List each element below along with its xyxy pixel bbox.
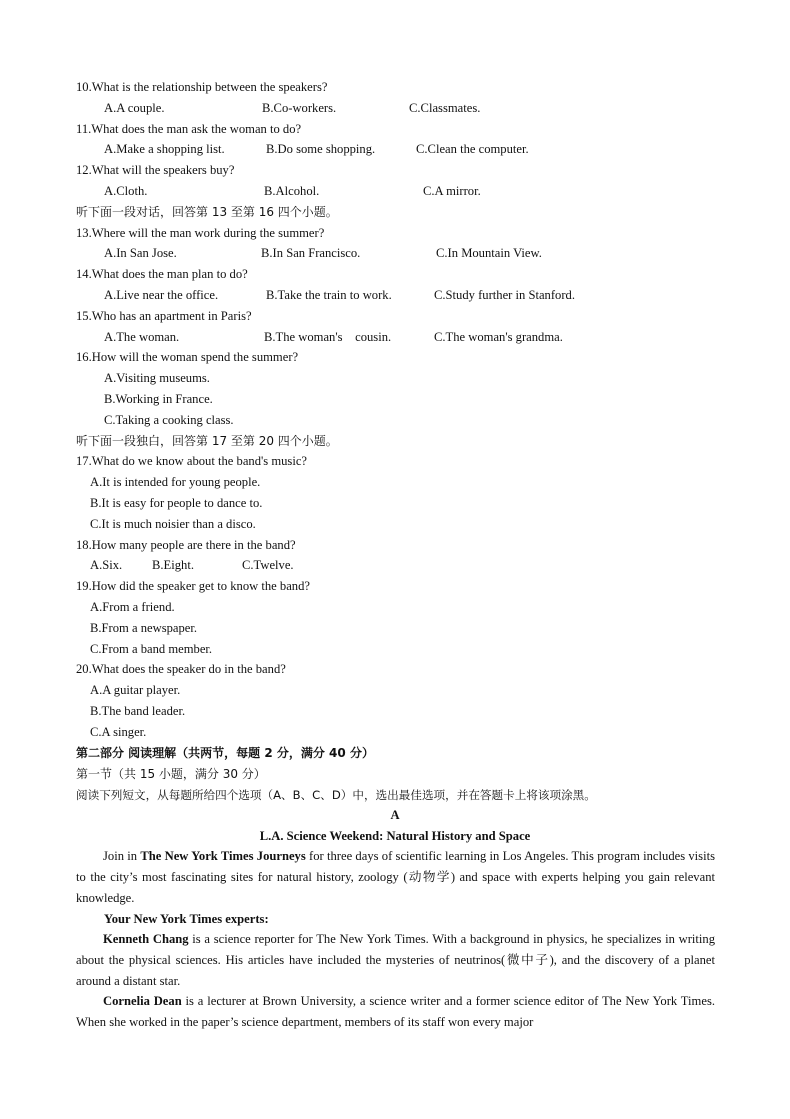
question-18: 18.How many people are there in the band?	[76, 538, 296, 552]
p3-text: is a lecturer at Brown University, a science writer and a former science editor of The New York Times. When she worked in the paper’s science department, members of its staff won every major	[76, 994, 715, 1029]
q14-option-a: A.Live near the office.	[104, 288, 219, 302]
section-1-heading: 第一节（共 15 小题，满分 30 分）	[76, 767, 266, 781]
q17-option-a: A.It is intended for young people.	[90, 475, 261, 489]
listening-directions-2: 听下面一段独白，回答第 17 至第 20 四个小题。	[76, 434, 338, 448]
q17-option-c: C.It is much noisier than a disco.	[90, 517, 256, 531]
reading-directions: 阅读下列短文，从每题所给四个选项（A、B、C、D）中，选出最佳选项，并在答题卡上将该项涂黑。	[76, 788, 596, 802]
q12-option-b: B.Alcohol.	[264, 184, 320, 198]
question-19: 19.How did the speaker get to know the band?	[76, 579, 310, 593]
q14-option-b: B.Take the train to work.	[266, 288, 392, 302]
q18-option-b: B.Eight.	[152, 558, 194, 572]
question-15: 15.Who has an apartment in Paris?	[76, 309, 252, 323]
p1-rest: for three days of scientific learning in Los Angeles. This program includes visits to the city’s most fascinating sites for natural history, zoology (动物学) and space with experts helping you gain relevant knowledge.	[76, 849, 715, 905]
q15-option-b: B.The woman's cousin.	[264, 330, 392, 344]
experts-heading: Your New York Times experts:	[104, 912, 269, 926]
question-11: 11.What does the man ask the woman to do?	[76, 122, 302, 136]
q13-option-c: C.In Mountain View.	[436, 246, 542, 260]
question-17: 17.What do we know about the band's music?	[76, 454, 308, 468]
question-16: 16.How will the woman spend the summer?	[76, 350, 299, 364]
q18-option-c: C.Twelve.	[242, 558, 294, 572]
q11-option-a: A.Make a shopping list.	[104, 142, 225, 156]
q11-option-b: B.Do some shopping.	[266, 142, 376, 156]
passage-letter: A	[390, 808, 400, 822]
p1-lead: Join in	[103, 849, 141, 863]
q16-option-a: A.Visiting museums.	[104, 371, 210, 385]
q20-option-b: B.The band leader.	[90, 704, 186, 718]
q10-option-b: B.Co-workers.	[262, 101, 337, 115]
part-2-heading: 第二部分 阅读理解（共两节，每题 2 分，满分 40 分）	[76, 746, 374, 760]
q15-option-c: C.The woman's grandma.	[434, 330, 563, 344]
p2-name: Kenneth Chang	[103, 932, 189, 946]
question-13: 13.Where will the man work during the summer?	[76, 226, 325, 240]
q12-option-a: A.Cloth.	[104, 184, 148, 198]
passage-title: L.A. Science Weekend: Natural History and Space	[259, 829, 531, 843]
q19-option-b: B.From a newspaper.	[90, 621, 198, 635]
q13-option-a: A.In San Jose.	[104, 246, 177, 260]
q20-option-c: C.A singer.	[90, 725, 147, 739]
q13-option-b: B.In San Francisco.	[261, 246, 361, 260]
passage-paragraph-2	[76, 929, 715, 991]
question-12: 12.What will the speakers buy?	[76, 163, 235, 177]
question-14: 14.What does the man plan to do?	[76, 267, 248, 281]
q18-option-a: A.Six.	[90, 558, 123, 572]
q16-option-b: B.Working in France.	[104, 392, 213, 406]
q19-option-c: C.From a band member.	[90, 642, 213, 656]
q15-option-a: A.The woman.	[104, 330, 180, 344]
q19-option-a: A.From a friend.	[90, 600, 175, 614]
q16-option-c: C.Taking a cooking class.	[104, 413, 234, 427]
p1-brand: The New York Times Journeys	[140, 849, 306, 863]
q10-option-c: C.Classmates.	[409, 101, 481, 115]
q11-option-c: C.Clean the computer.	[416, 142, 529, 156]
question-10: 10.What is the relationship between the speakers?	[76, 80, 328, 94]
q14-option-c: C.Study further in Stanford.	[434, 288, 575, 302]
q12-option-c: C.A mirror.	[423, 184, 481, 198]
passage-paragraph-3	[76, 991, 715, 1033]
q10-option-a: A.A couple.	[104, 101, 165, 115]
question-20: 20.What does the speaker do in the band?	[76, 662, 286, 676]
p2-text: is a science reporter for The New York Times. With a background in physics, he specializes in writing about the physical sciences. His articles have included the mysteries of neutrinos(微中子), and the discovery of a planet around a distant star.	[76, 932, 715, 988]
p3-name: Cornelia Dean	[103, 994, 182, 1008]
listening-directions-1: 听下面一段对话，回答第 13 至第 16 四个小题。	[76, 205, 338, 219]
passage-paragraph-1	[76, 846, 715, 908]
q20-option-a: A.A guitar player.	[90, 683, 181, 697]
q17-option-b: B.It is easy for people to dance to.	[90, 496, 263, 510]
